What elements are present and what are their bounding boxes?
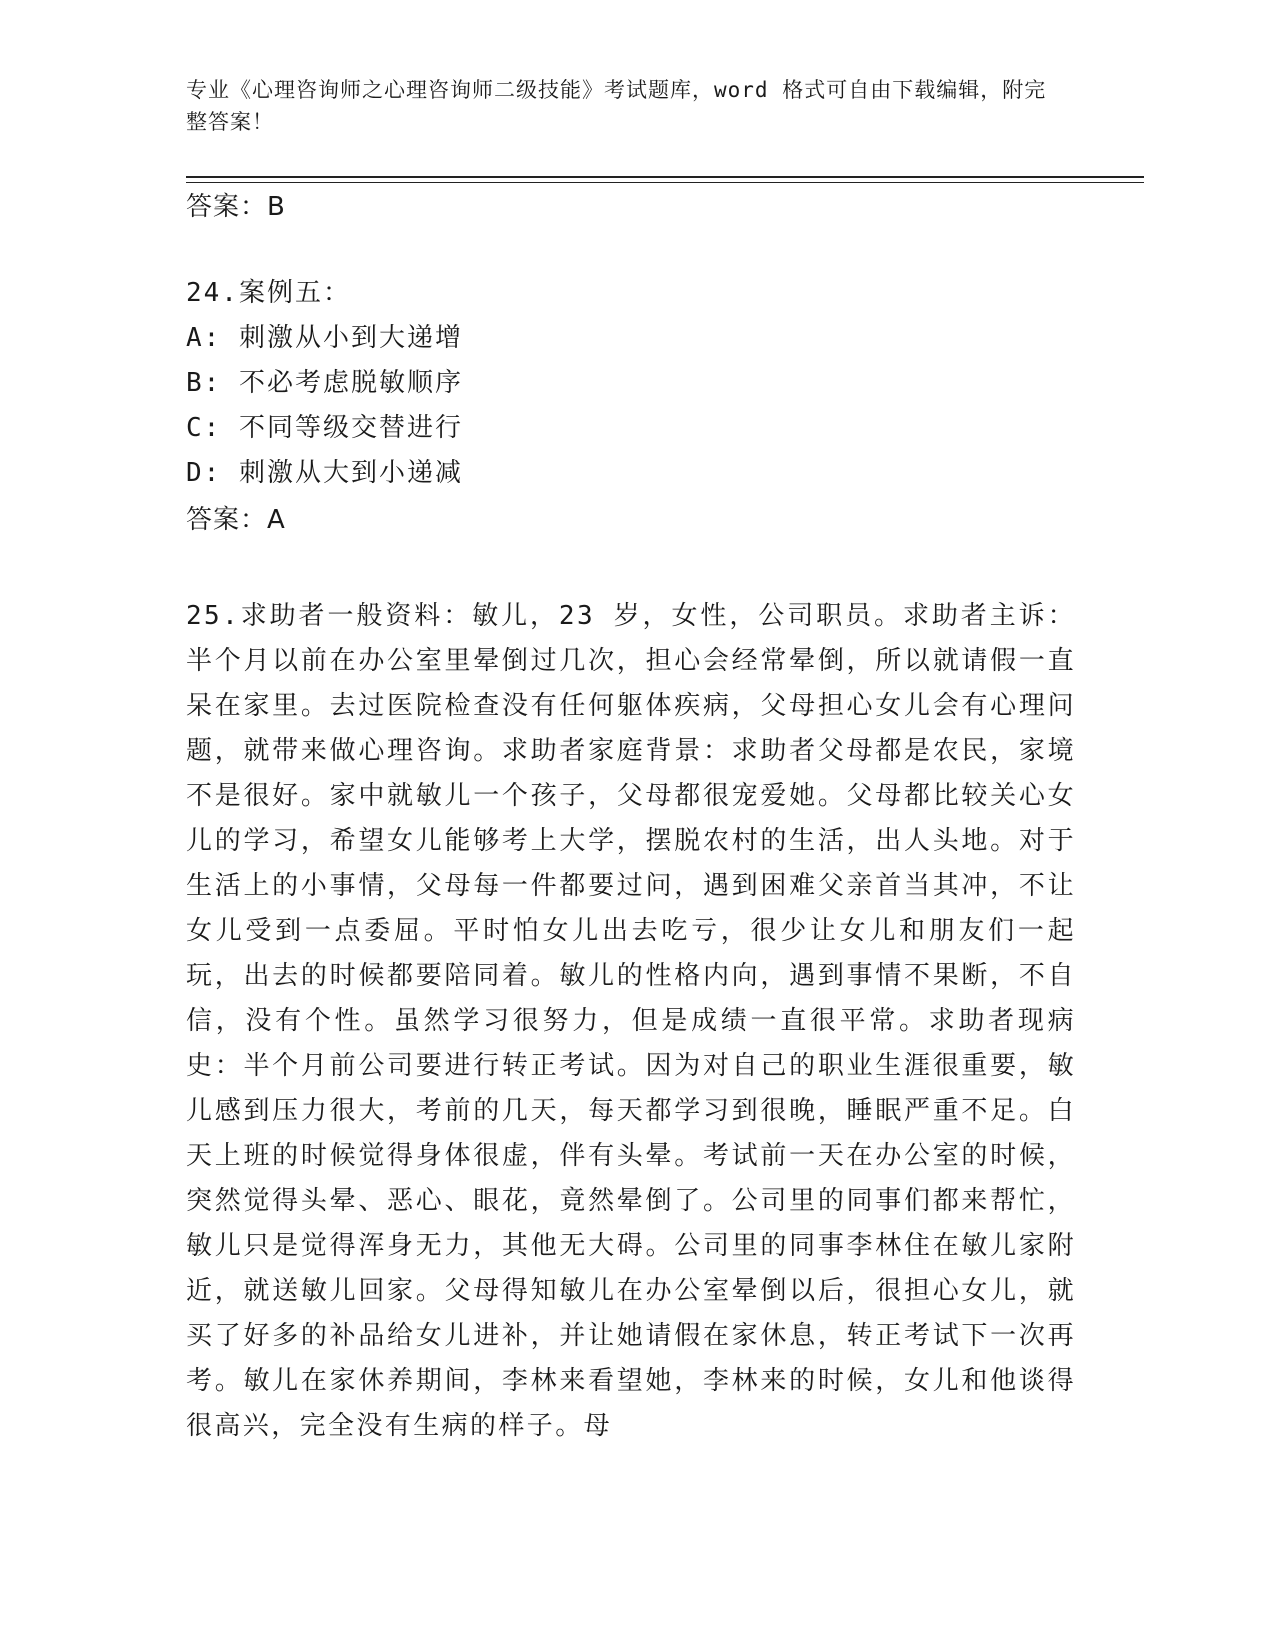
question-24-option-b: B: 不必考虑脱敏顺序 xyxy=(186,368,463,398)
question-24-option-c: C: 不同等级交替进行 xyxy=(186,413,463,443)
document-header: 专业《心理咨询师之心理咨询师二级技能》考试题库，word 格式可自由下载编辑，附完整答案！ xyxy=(186,78,1047,134)
question-24-option-a: A: 刺激从小到大递增 xyxy=(186,323,463,353)
header-divider-thick xyxy=(186,176,1144,178)
question-24-answer: 答案：A xyxy=(186,505,286,535)
question-24 xyxy=(186,271,463,496)
question-24-option-d: D: 刺激从大到小递减 xyxy=(186,458,463,488)
question-25-passage: 25.求助者一般资料：敏儿，23 岁，女性，公司职员。求助者主诉：半个月以前在办公室里晕倒过几次，担心会经常晕倒，所以就请假一直呆在家里。去过医院检查没有任何躯体疾病，父母担心女儿会有心理问题，就带来做心理咨询。求助者家庭背景：求助者父母都是农民，家境不是很好。家中就敏儿一个孩子，父母都很宠爱她。父母都比较关心女儿的学习，希望女儿能够考上大学，摆脱农村的生活，出人头地。对于生活上的小事情，父母每一件都要过问，遇到困难父亲首当其冲，不让女儿受到一点委屈。平时怕女儿出去吃亏，很少让女儿和朋友们一起玩，出去的时候都要陪同着。敏儿的性格内向，遇到事情不果断，不自信，没有个性。虽然学习很努力，但是成绩一直很平常。求助者现病史：半个月前公司要进行转正考试。因为对自己的职业生涯很重要，敏儿感到压力很大，考前的几天，每天都学习到很晚，睡眠严重不足。白天上班的时候觉得身体很虚，伴有头晕。考试前一天在办公室的时候，突然觉得头晕、恶心、眼花，竟然晕倒了。公司里的同事们都来帮忙，敏儿只是觉得浑身无力，其他无大碍。公司里的同事李林住在敏儿家附近，就送敏儿回家。父母得知敏儿在办公室晕倒以后，很担心女儿，就买了好多的补品给女儿进补，并让她请假在家休息，转正考试下一次再考。敏儿在家休养期间，李林来看望她，李林来的时候，女儿和他谈得很高兴，完全没有生病的样子。母 xyxy=(186,601,1076,1441)
header-divider-thin xyxy=(186,182,1144,183)
previous-answer: 答案：B xyxy=(186,192,286,222)
question-24-title: 24.案例五： xyxy=(186,278,351,308)
